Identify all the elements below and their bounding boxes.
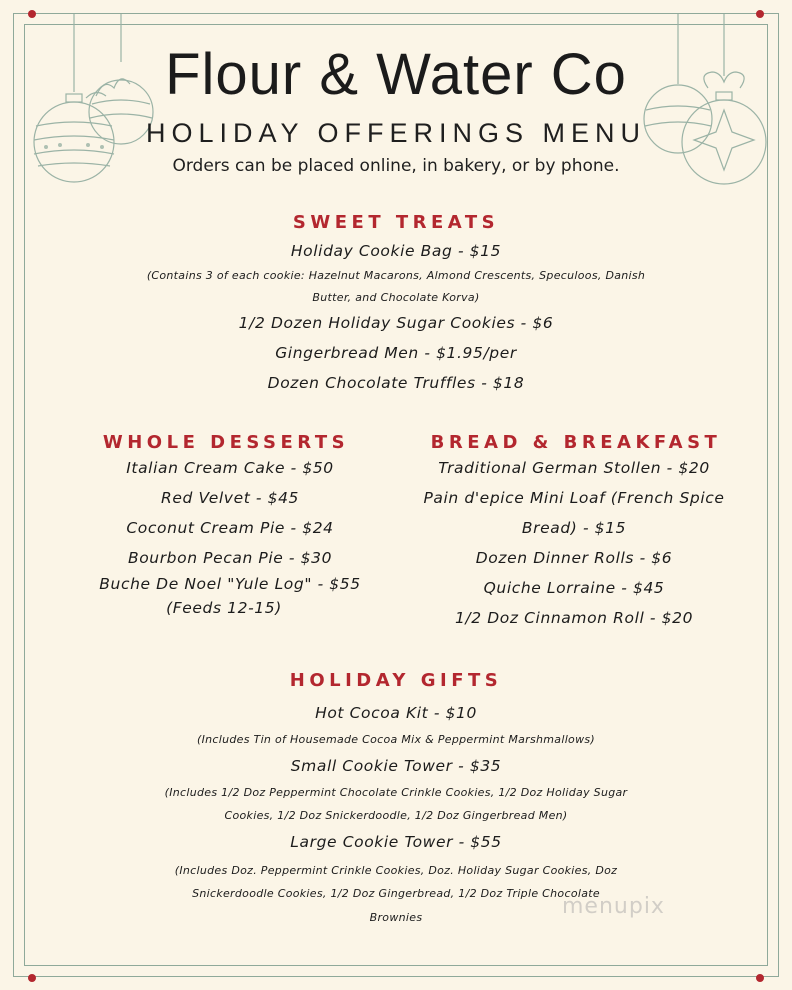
menu-item: Buche De Noel "Yule Log" - $55 — [99, 575, 361, 593]
menu-item: Bread) - $15 — [521, 519, 627, 537]
order-tagline: Orders can be placed online, in bakery, or by phone. — [172, 156, 620, 176]
item-note: (Contains 3 of each cookie: Hazelnut Macarons, Almond Crescents, Speculoos, Danish — [146, 269, 646, 282]
menu-item: Hot Cocoa Kit - $10 — [315, 704, 477, 722]
menu-subtitle: HOLIDAY OFFERINGS MENU — [145, 118, 647, 148]
watermark: menupix — [562, 894, 665, 919]
corner-dot-bottom-left — [28, 974, 36, 982]
menu-item: Holiday Cookie Bag - $15 — [290, 242, 502, 260]
item-note: (Includes Tin of Housemade Cocoa Mix & Peppermint Marshmallows) — [196, 733, 595, 746]
item-note: Butter, and Chocolate Korva) — [312, 291, 480, 304]
menu-item: Small Cookie Tower - $35 — [290, 757, 502, 775]
menu-item: Traditional German Stollen - $20 — [438, 459, 710, 477]
menu-item: Gingerbread Men - $1.95/per — [275, 344, 517, 362]
item-note: Brownies — [369, 911, 423, 924]
item-note: Cookies, 1/2 Doz Snickerdoodle, 1/2 Doz Gingerbread Men) — [224, 809, 568, 822]
menu-item: Dozen Dinner Rolls - $6 — [475, 549, 673, 567]
section-heading-sweet-treats: SWEET TREATS — [292, 212, 500, 233]
menu-item: Dozen Chocolate Truffles - $18 — [267, 374, 525, 392]
section-heading-holiday-gifts: HOLIDAY GIFTS — [289, 670, 503, 691]
page-title: Flour & Water Co — [165, 42, 627, 107]
menu-item: 1/2 Dozen Holiday Sugar Cookies - $6 — [238, 314, 554, 332]
menu-item: Quiche Lorraine - $45 — [483, 579, 665, 597]
item-note: (Includes 1/2 Doz Peppermint Chocolate Crinkle Cookies, 1/2 Doz Holiday Sugar — [164, 786, 628, 799]
item-note: (Feeds 12-15) — [166, 599, 282, 617]
menu-item: Coconut Cream Pie - $24 — [126, 519, 334, 537]
menu-item: Red Velvet - $45 — [160, 489, 300, 507]
item-note: (Includes Doz. Peppermint Crinkle Cookies, Doz. Holiday Sugar Cookies, Doz — [174, 864, 618, 877]
menu-item: 1/2 Doz Cinnamon Roll - $20 — [454, 609, 694, 627]
menu-item: Italian Cream Cake - $50 — [126, 459, 334, 477]
item-note: Snickerdoodle Cookies, 1/2 Doz Gingerbread, 1/2 Doz Triple Chocolate — [192, 887, 600, 900]
menu-item: Bourbon Pecan Pie - $30 — [127, 549, 333, 567]
section-heading-whole-desserts: WHOLE DESSERTS — [102, 432, 350, 453]
corner-dot-bottom-right — [756, 974, 764, 982]
section-heading-bread-breakfast: BREAD & BREAKFAST — [430, 432, 722, 453]
menu-item: Pain d'epice Mini Loaf (French Spice — [423, 489, 725, 507]
menu-item: Large Cookie Tower - $55 — [290, 833, 502, 851]
